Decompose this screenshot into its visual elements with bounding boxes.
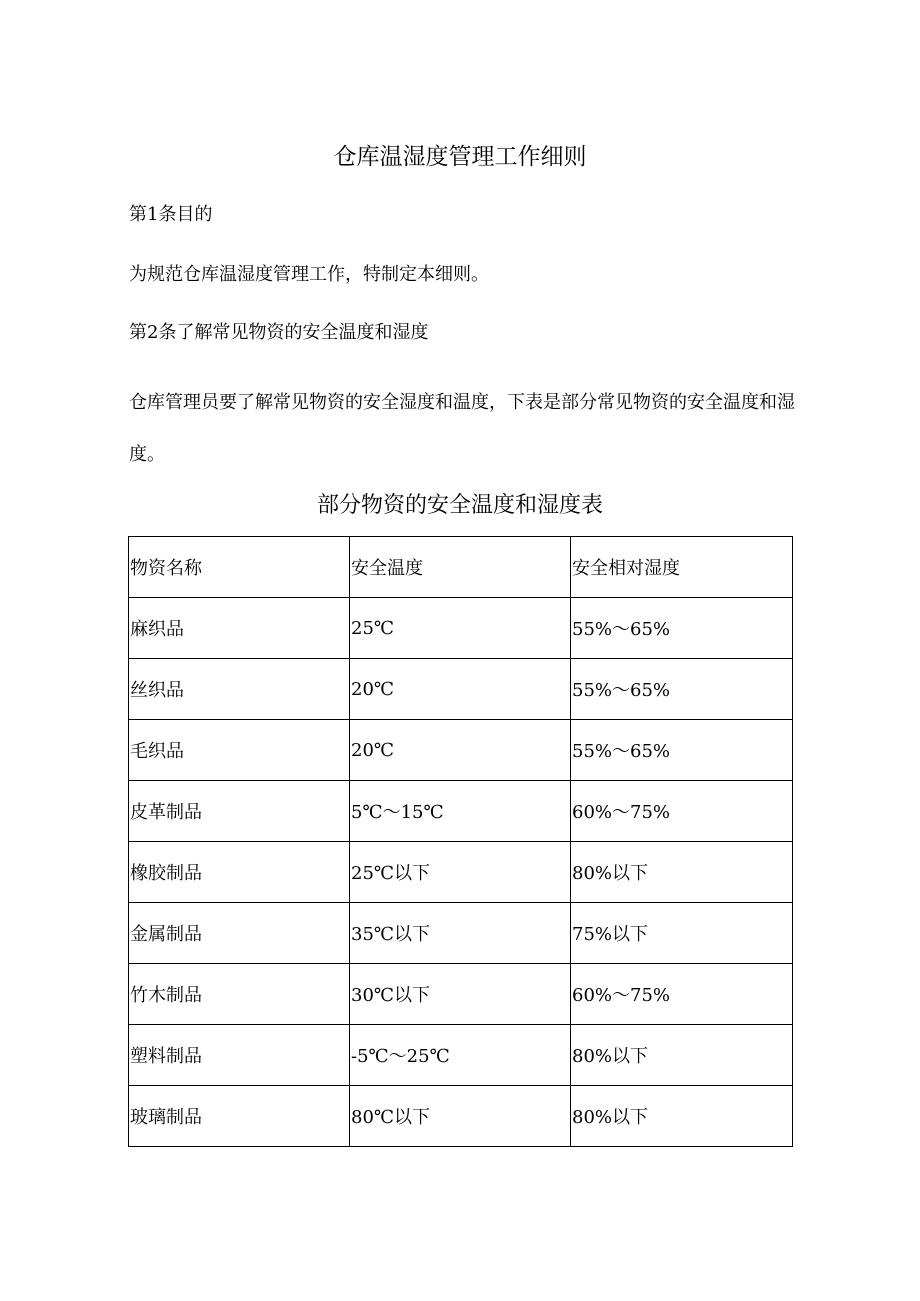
material-name-cell: 玻璃制品 bbox=[129, 1086, 350, 1147]
header-material-name: 物资名称 bbox=[129, 537, 350, 598]
safe-humidity-cell: 80%以下 bbox=[571, 1025, 793, 1086]
table-body bbox=[129, 598, 793, 1147]
safe-humidity-cell: 60%～75% bbox=[571, 964, 793, 1025]
safe-temperature-cell: 80℃以下 bbox=[350, 1086, 571, 1147]
safe-humidity-cell: 55%～65% bbox=[571, 598, 793, 659]
table-row bbox=[129, 598, 793, 659]
table-row bbox=[129, 842, 793, 903]
table-title: 部分物资的安全温度和湿度表 bbox=[316, 493, 603, 518]
material-name-cell: 金属制品 bbox=[129, 903, 350, 964]
safe-temperature-cell: 35℃以下 bbox=[350, 903, 571, 964]
article-2-heading: 第2条了解常见物资的安全温度和湿度 bbox=[129, 322, 429, 343]
material-name-cell: 皮革制品 bbox=[129, 781, 350, 842]
header-safe-temperature: 安全温度 bbox=[350, 537, 571, 598]
material-name-cell: 毛织品 bbox=[129, 720, 350, 781]
table-row bbox=[129, 1086, 793, 1147]
safe-temperature-cell: 5℃～15℃ bbox=[350, 781, 571, 842]
table-row bbox=[129, 903, 793, 964]
safe-temperature-cell: 20℃ bbox=[350, 720, 571, 781]
material-name-cell: 塑料制品 bbox=[129, 1025, 350, 1086]
article-1-text: 为规范仓库温湿度管理工作，特制定本细则。 bbox=[129, 264, 489, 285]
table-row bbox=[129, 781, 793, 842]
table-row bbox=[129, 1025, 793, 1086]
safe-temperature-cell: -5℃～25℃ bbox=[350, 1025, 571, 1086]
safe-humidity-cell: 75%以下 bbox=[571, 903, 793, 964]
safe-humidity-cell: 55%～65% bbox=[571, 659, 793, 720]
header-safe-humidity: 安全相对湿度 bbox=[571, 537, 793, 598]
table-row bbox=[129, 720, 793, 781]
safe-temperature-cell: 20℃ bbox=[350, 659, 571, 720]
material-name-cell: 橡胶制品 bbox=[129, 842, 350, 903]
safe-humidity-cell: 80%以下 bbox=[571, 1086, 793, 1147]
safety-temperature-humidity-table bbox=[128, 536, 793, 1147]
safe-humidity-cell: 80%以下 bbox=[571, 842, 793, 903]
article-1-heading: 第1条目的 bbox=[129, 204, 213, 225]
safe-temperature-cell: 25℃ bbox=[350, 598, 571, 659]
material-name-cell: 麻织品 bbox=[129, 598, 350, 659]
safe-temperature-cell: 30℃以下 bbox=[350, 964, 571, 1025]
table-row bbox=[129, 659, 793, 720]
safe-temperature-cell: 25℃以下 bbox=[350, 842, 571, 903]
table-header-row bbox=[129, 537, 793, 598]
article-2-text: 仓库管理员要了解常见物资的安全湿度和温度，下表是部分常见物资的安全温度和湿度。 bbox=[129, 392, 795, 465]
safe-humidity-cell: 60%～75% bbox=[571, 781, 793, 842]
safe-humidity-cell: 55%～65% bbox=[571, 720, 793, 781]
table-row bbox=[129, 964, 793, 1025]
material-name-cell: 丝织品 bbox=[129, 659, 350, 720]
document-title: 仓库温湿度管理工作细则 bbox=[333, 144, 587, 170]
material-name-cell: 竹木制品 bbox=[129, 964, 350, 1025]
